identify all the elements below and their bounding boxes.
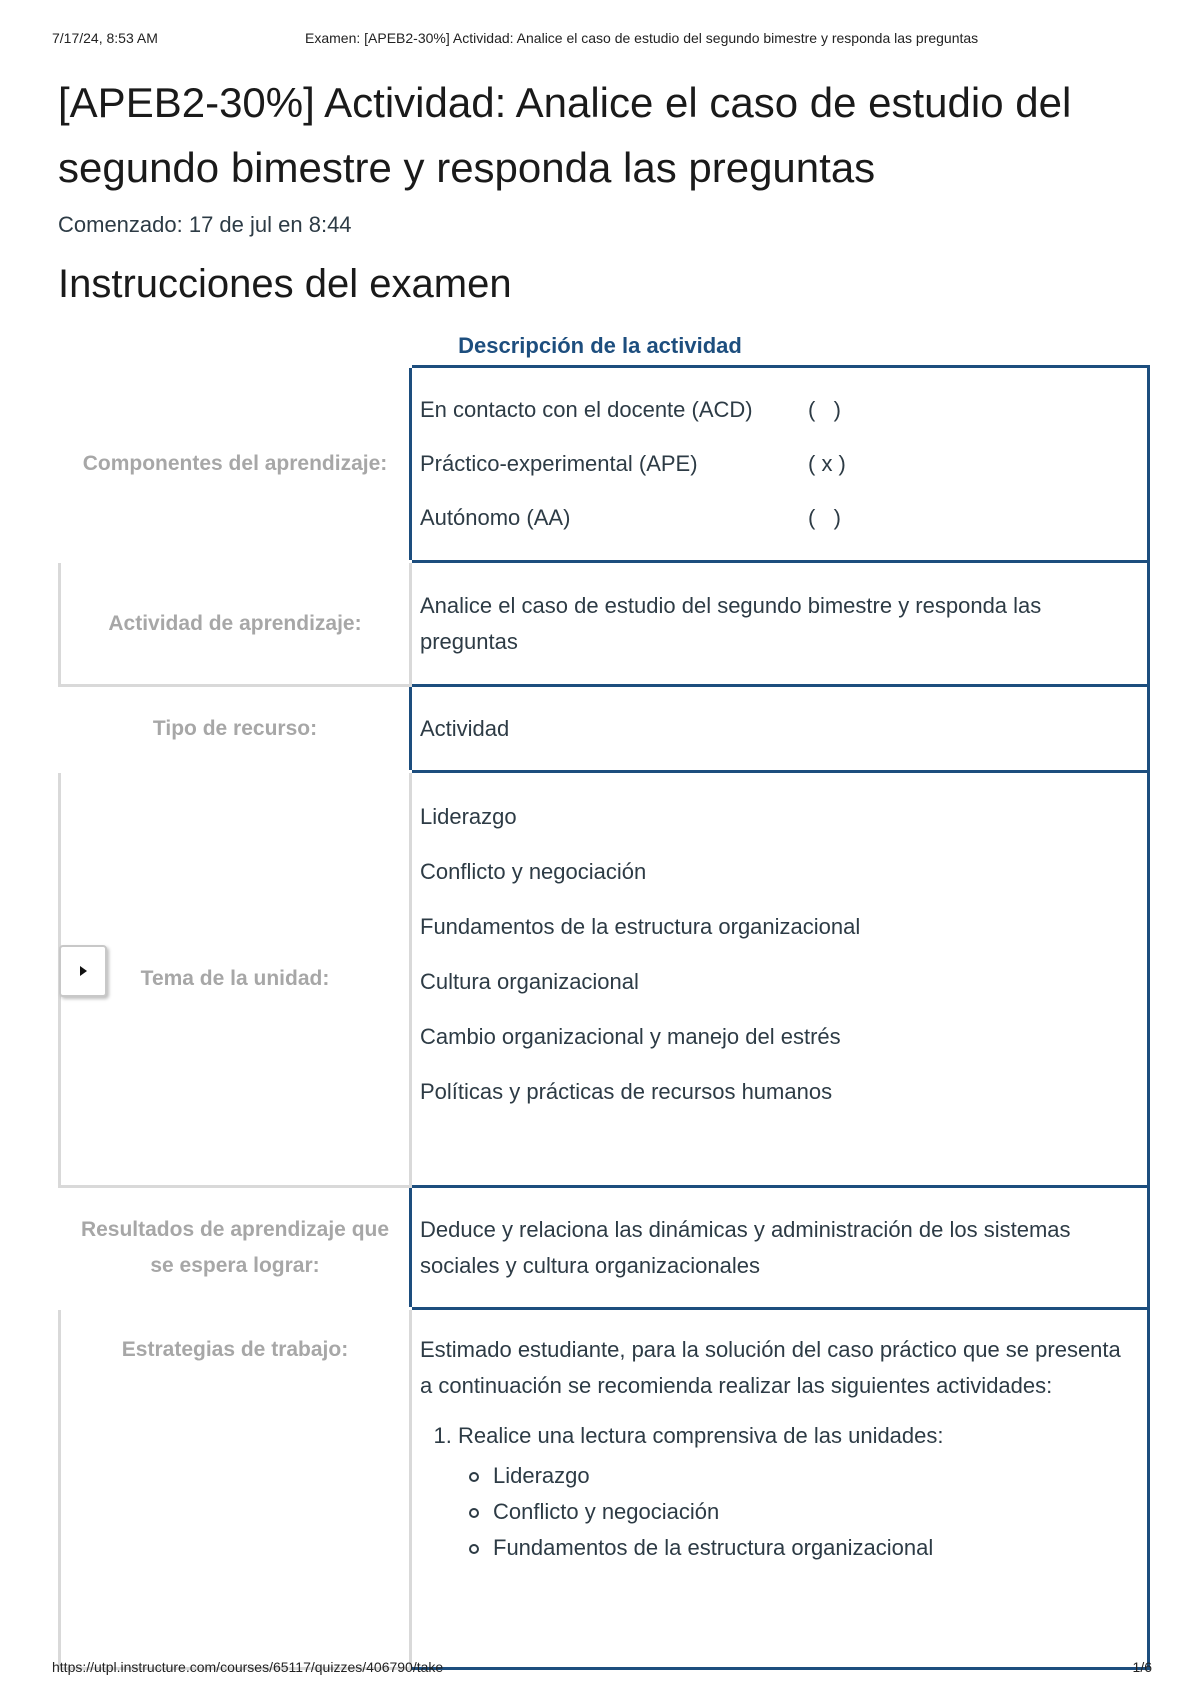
print-footer [52,1659,1152,1675]
strategies-value [411,1309,1149,1669]
component-name: Autónomo (AA) [420,505,571,530]
components-label: Componentes del aprendizaje: [82,452,388,475]
component-mark: ( ) [808,505,841,530]
strategy-unit: Conflicto y negociación [493,1494,1139,1530]
component-item [420,383,1139,437]
page-title: [APEB2-30%] Actividad: Analice el caso de estudio del segundo bimestre y responda las preguntas [58,79,1072,191]
unit-topic: Cambio organizacional y manejo del estrés [420,1024,841,1049]
unit-topic: Fundamentos de la estructura organizacional [420,914,861,939]
instructions-heading: Instrucciones del examen [58,262,512,306]
page-url: https://utpl.instructure.com/courses/65117/quizzes/406790/take [52,1659,444,1675]
strategies-label: Estrategias de trabajo: [60,1309,411,1669]
strategies-steps [420,1418,1139,1566]
unit-topic: Conflicto y negociación [420,859,647,884]
component-name: En contacto con el docente (ACD) [420,397,753,422]
strategy-step-text: Realice una lectura comprensiva de las unidades: [458,1423,944,1448]
component-mark: ( x ) [808,451,846,476]
unit-topics-label: Tema de la unidad: [60,772,411,1187]
strategies-row [60,1309,1149,1669]
activity-description-table [58,365,1150,1670]
print-document-title: Examen: [APEB2-30%] Actividad: Analice el caso de estudio del segundo bimestre y responda las preguntas [305,30,979,46]
print-date: 7/17/24, 8:53 AM [52,30,158,46]
strategy-step [458,1418,1139,1566]
unit-topics-row [60,772,1149,1187]
components-value [411,367,1149,562]
resource-value: Actividad [411,686,1149,772]
page-number: 1/6 [1132,1659,1152,1675]
component-item [420,437,1139,491]
sidebar-toggle-button[interactable] [59,945,107,997]
resource-row [60,686,1149,772]
strategies-intro: Estimado estudiante, para la solución del caso práctico que se presenta a continuación se recomienda realizar las siguientes actividades: [420,1337,1121,1398]
components-row [60,367,1149,562]
play-triangle-icon [80,966,87,976]
strategy-unit: Fundamentos de la estructura organizacional [493,1530,1139,1566]
strategy-units-list [458,1458,1139,1566]
started-timestamp: Comenzado: 17 de jul en 8:44 [58,212,352,237]
component-mark: ( ) [808,397,841,422]
unit-topic: Liderazgo [420,804,517,829]
print-header [52,30,1148,48]
results-label: Resultados de aprendizaje que se espera lograr: [80,1217,390,1277]
activity-row [60,562,1149,686]
table-caption: Descripción de la actividad [458,333,742,358]
activity-value: Analice el caso de estudio del segundo bimestre y responda las preguntas [411,562,1149,686]
unit-topic: Cultura organizacional [420,969,639,994]
strategy-unit: Liderazgo [493,1458,1139,1494]
component-item [420,491,1139,545]
component-name: Práctico-experimental (APE) [420,451,698,476]
results-row [60,1187,1149,1309]
results-value: Deduce y relaciona las dinámicas y administración de los sistemas sociales y cultura organizacionales [411,1187,1149,1309]
resource-label: Tipo de recurso: [152,716,318,740]
activity-label: Actividad de aprendizaje: [60,562,411,686]
unit-topic: Políticas y prácticas de recursos humanos [420,1079,833,1104]
unit-topics-value [411,772,1149,1187]
